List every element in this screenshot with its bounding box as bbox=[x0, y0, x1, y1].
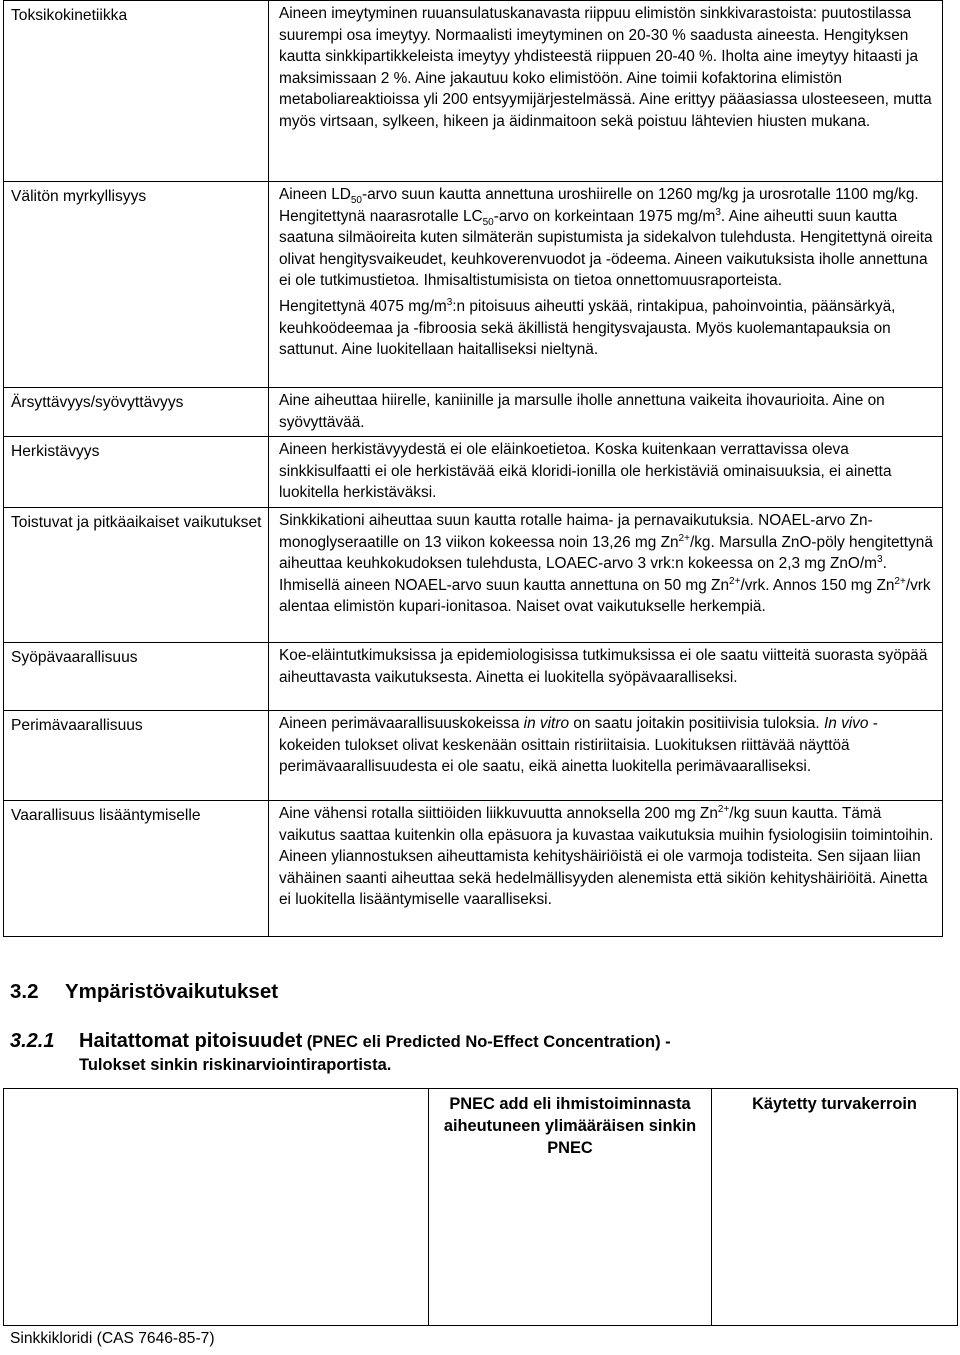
table-row bbox=[4, 1089, 958, 1326]
subsection-number: 3.2.1 bbox=[10, 1030, 55, 1052]
row-label-sensitization: Herkistävyys bbox=[4, 437, 269, 508]
table-row bbox=[4, 1, 943, 182]
subsection-title: Haitattomat pitoisuudet bbox=[79, 1030, 303, 1052]
pnec-table bbox=[3, 1088, 958, 1326]
row-text-acute-toxicity bbox=[269, 182, 943, 388]
section-heading bbox=[10, 980, 278, 1004]
toxicology-table bbox=[3, 0, 943, 937]
acute-paragraph-2: Hengitettynä 4075 $mg/m^3:n$ pitoisuus aiheutti yskää, rintakipua, pahoinvointia, päänsärkyä, keuhkoödeemaa ja -fibroosia sekä äkillistä hengitysvajausta. Myös kuolemantapauksia on sattunut. Aine luokitellaan haitalliseksi nieltynä. bbox=[279, 296, 896, 359]
row-label-mutagenicity: Perimävaarallisuus bbox=[4, 710, 269, 800]
section-number: 3.2 bbox=[10, 980, 39, 1003]
row-text-mutagenicity: Aineen perimävaarallisuuskokeissa in vitro on saatu joitakin positiivisia tuloksia. In vivo -kokeiden tulokset olivat keskenään osittain ristiriitaisia. Luokituksen riittävää näyttöä perimävaarallisuudesta ei ole saatu, eikä ainetta luokitella perimävaaralliseksi. bbox=[269, 710, 943, 800]
row-label-acute-toxicity: Välitön myrkyllisyys bbox=[4, 182, 269, 388]
row-text-irritation: Aine aiheuttaa hiirelle, kaniinille ja marsulle iholle annettuna vaikeita ihovaurioita. Aine on syövyttävää. bbox=[269, 388, 943, 437]
table-row bbox=[4, 388, 943, 437]
pnec-header-empty bbox=[4, 1089, 429, 1326]
pnec-header-pnec-add: PNEC add eli ihmistoiminnasta aiheutuneen ylimääräisen sinkin PNEC bbox=[429, 1089, 712, 1326]
row-text-sensitization: Aineen herkistävyydestä ei ole eläinkoetietoa. Koska kuitenkaan verrattavissa oleva sinkkisulfaatti ei ole herkistävää eikä kloridi-ionilla ole herkistäviä ominaisuuksia, ei ainetta luokitella herkistäväksi. bbox=[269, 437, 943, 508]
table-row bbox=[4, 182, 943, 388]
row-label-repeated-effects: Toistuvat ja pitkäaikaiset vaikutukset bbox=[4, 507, 269, 642]
table-row bbox=[4, 507, 943, 642]
table-row bbox=[4, 437, 943, 508]
table-row bbox=[4, 800, 943, 936]
pnec-header-safety-factor: Käytetty turvakerroin bbox=[712, 1089, 958, 1326]
subsection-line-2: Tulokset sinkin riskinarviointiraportista. bbox=[79, 1056, 392, 1074]
subsection-subtitle: (PNEC eli Predicted No-Effect Concentration) - bbox=[306, 1033, 671, 1051]
row-label-irritation: Ärsyttävyys/syövyttävyys bbox=[4, 388, 269, 437]
footer-text: Sinkkikloridi (CAS 7646-85-7) bbox=[10, 1330, 215, 1347]
section-title: Ympäristövaikutukset bbox=[65, 980, 279, 1003]
acute-paragraph-1: Aineen $LD_{50}$-arvo suun kautta annettuna uroshiirelle on 1260 mg/kg ja urosrotalle 1100 mg/kg. Hengitettynä naarasrotalle $LC_{50}$-arvo on korkeintaan 1975 $mg/m^3$. Aine aiheutti suun kautta saatuna silmäoireita kuten silmäterän supistumista ja sidekalvon tulehdusta. Hengitettynä oireita olivat hengitysvaikeudet, keuhkoverenvuodot ja -ödeema. Aineen vaikutuksista iholle annettuna ei ole tutkimustietoa. Ihmisaltistumisista on tietoa onnettomuusraporteista. bbox=[279, 186, 933, 290]
subsection-heading bbox=[10, 1030, 671, 1077]
table-row bbox=[4, 642, 943, 710]
row-label-reproductive-toxicity: Vaarallisuus lisääntymiselle bbox=[4, 800, 269, 936]
table-row bbox=[4, 710, 943, 800]
row-text-carcinogenicity: Koe-eläintutkimuksissa ja epidemiologisissa tutkimuksissa ei ole saatu viitteitä suorasta syöpää aiheuttavasta vaikutuksesta. Ainetta ei luokitella syöpävaaralliseksi. bbox=[269, 642, 943, 710]
row-text-toxicokinetics: Aineen imeytyminen ruuansulatuskanavasta riippuu elimistön sinkkivarastoista: puutostilassa suurempi osa imeytyy. Normaalisti imeytyminen on 20-30 % saadusta aineesta. Hengityksen kautta sinkkipartikkeleista imeytyy yhdisteestä riippuen 20-40 %. Iholta aine imeytyy hitaasti ja maksimissaan 2 %. Aine jakautuu koko elimistöön. Aine toimii kofaktorina elimistön metaboliareaktioissa yli 200 entsyymijärjestelmässä. Aine erittyy pääasiassa ulosteeseen, mutta myös virtsaan, sylkeen, hikeen ja äidinmaitoon sekä poistuu lähtevien hiusten mukana. bbox=[269, 1, 943, 182]
row-label-toxicokinetics: Toksikokinetiikka bbox=[4, 1, 269, 182]
row-text-reproductive-toxicity: Aine vähensi rotalla siittiöiden liikkuvuutta annoksella 200 mg $Zn^{2+}/kg$ suun kautta. Tämä vaikutus saattaa kuitenkin olla epäsuora ja kuvastaa vaikutuksia muihin fysiologisiin toimintoihin. Aineen yliannostuksen aiheuttamista kehityshäiriöistä ei ole varmoja todisteita. Sen sijaan liian vähäinen saanti aiheuttaa sekä hedelmällisyyden alenemista että sikiön kehityshäiriöitä. Ainetta ei luokitella lisääntymiselle vaaralliseksi. bbox=[269, 800, 943, 936]
row-text-repeated-effects: Sinkkikationi aiheuttaa suun kautta rotalle haima- ja pernavaikutuksia. NOAEL-arvo Zn-monoglyseraatille on 13 viikon kokeessa noin 13,26 mg $Zn^{2+}/kg$. Marsulla ZnO-pöly hengitettynä aiheuttaa keuhkokudoksen tulehdusta, LOAEC-arvo 3 vrk:n kokeessa on 2,3 mg ZnO/$m^3$. Ihmisellä aineen NOAEL-arvo suun kautta annettuna on 50 mg $Zn^{2+}$/vrk. Annos 150 mg $Zn^{2+}$/vrk alentaa elimistön kupari-ionitasoa. Naiset ovat vaikutukselle herkempiä. bbox=[269, 507, 943, 642]
row-label-carcinogenicity: Syöpävaarallisuus bbox=[4, 642, 269, 710]
